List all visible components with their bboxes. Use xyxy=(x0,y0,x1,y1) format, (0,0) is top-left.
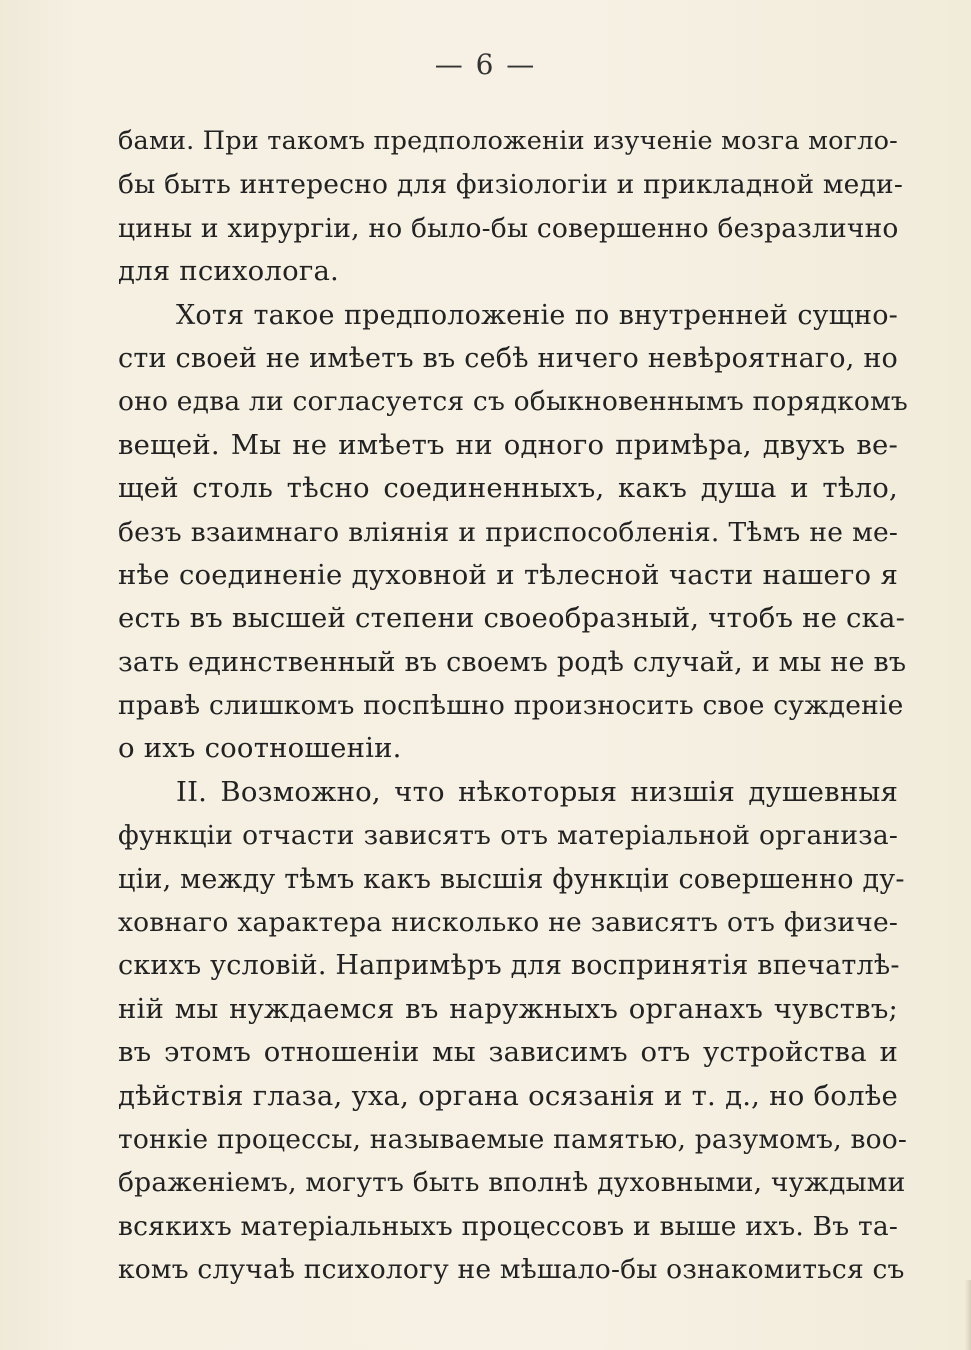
body-text xyxy=(118,120,908,1292)
text-line: оно едва ли согласуется съ обыкновеннымъ порядкомъ xyxy=(118,386,908,418)
text-line: ній мы нуждаемся въ наружныхъ органахъ чувствъ; xyxy=(118,992,898,1025)
text-line: комъ случаѣ психологу не мѣшало-бы ознакомиться съ xyxy=(118,1254,905,1286)
text-line: цины и хирургіи, но было-бы совершенно безразлично xyxy=(118,212,899,244)
text-line: для психолога. xyxy=(118,255,339,288)
text-line: есть въ высшей степени своеобразный, чтобъ не ска- xyxy=(118,602,906,635)
text-line: о ихъ соотношеніи. xyxy=(118,732,402,765)
text-line: бы быть интересно для физіологіи и прикладной меди- xyxy=(118,169,904,201)
text-line: скихъ условій. Напримѣръ для воспринятія впечатлѣ- xyxy=(118,950,900,982)
text-line: Хотя такое предположеніе по внутренней сущно- xyxy=(176,299,898,331)
text-line: нѣе соединеніе духовной и тѣлесной части нашего я xyxy=(118,558,898,591)
page-edge-shadow xyxy=(965,1280,971,1350)
text-line: всякихъ матеріальныхъ процессовъ и выше ихъ. Въ та- xyxy=(118,1210,898,1242)
text-line: бами. При такомъ предположеніи изученіе мозга могло- xyxy=(118,126,898,156)
text-line: щей столь тѣсно соединенныхъ, какъ душа и тѣло, xyxy=(118,472,898,505)
text-line: правѣ слишкомъ поспѣшно произносить свое сужденіе xyxy=(118,690,904,722)
text-line: вещей. Мы не имѣетъ ни одного примѣра, двухъ ве- xyxy=(118,428,898,461)
text-line: безъ взаимнаго вліянія и приспособленія. Тѣмъ не ме- xyxy=(118,516,898,548)
text-line: сти своей не имѣетъ въ себѣ ничего невѣроятнаго, но xyxy=(118,342,898,374)
text-line: ціи, между тѣмъ какъ высшія функціи совершенно ду- xyxy=(118,863,905,895)
text-line: ховнаго характера нисколько не зависятъ отъ физиче- xyxy=(118,907,898,939)
text-line: браженіемъ, могутъ быть вполнѣ духовными, чуждыми xyxy=(118,1167,906,1199)
text-line: тонкіе процессы, называемые памятью, разумомъ, воо- xyxy=(118,1123,908,1155)
text-line: функціи отчасти зависятъ отъ матеріальной организа- xyxy=(118,820,898,852)
page-number: — 6 — xyxy=(434,48,537,81)
text-line: въ этомъ отношеніи мы зависимъ отъ устройства и xyxy=(118,1036,898,1069)
text-line: дѣйствія глаза, уха, органа осязанія и т. д., но болѣе xyxy=(118,1079,898,1112)
text-line: II. Возможно, что нѣкоторыя низшія душевныя xyxy=(176,775,898,808)
text-line: зать единственный въ своемъ родѣ случай, и мы не въ xyxy=(118,646,907,678)
